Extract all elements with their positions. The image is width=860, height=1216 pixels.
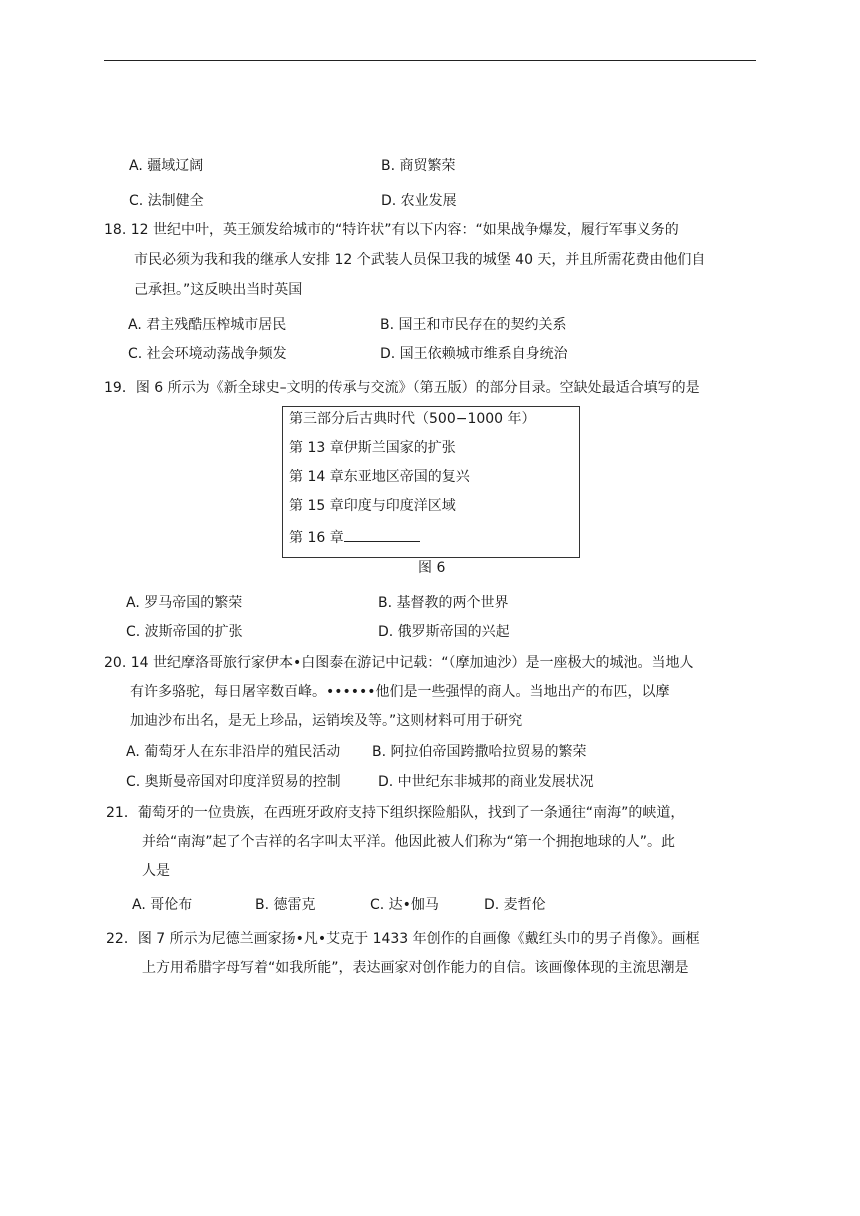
q19-option-c: C. 波斯帝国的扩张 <box>126 624 243 640</box>
q18-stem-line-3: 己承担。”这反映出当时英国 <box>134 282 303 298</box>
q20-option-a: A. 葡萄牙人在东非沿岸的殖民活动 <box>126 744 341 760</box>
q20-option-c: C. 奥斯曼帝国对印度洋贸易的控制 <box>126 774 341 790</box>
q17-option-a: A. 疆域辽阔 <box>129 158 204 174</box>
q18-option-d: D. 国王依赖城市维系自身统治 <box>380 346 568 362</box>
q21-option-a: A. 哥伦布 <box>132 897 193 913</box>
figure-6-table-of-contents <box>282 406 580 558</box>
q22-stem-line-2: 上方用希腊字母写着“如我所能”，表达画家对创作能力的自信。该画像体现的主流思潮是 <box>142 960 689 976</box>
q20-option-d: D. 中世纪东非城邦的商业发展状况 <box>378 774 594 790</box>
q21-stem-line-1: 21．葡萄牙的一位贵族，在西班牙政府支持下组织探险船队，找到了一条通往“南海”的峡道， <box>106 805 685 821</box>
q21-option-d: D. 麦哲伦 <box>484 897 546 913</box>
toc-chapter-13: 第 13 章伊斯兰国家的扩张 <box>289 440 456 456</box>
q17-option-d: D. 农业发展 <box>381 193 457 209</box>
toc-chapter-16-label: 第 16 章 <box>289 530 344 546</box>
toc-part-heading: 第三部分后古典时代（500−1000 年） <box>289 411 536 427</box>
q21-option-b: B. 德雷克 <box>255 897 316 913</box>
q19-option-b: B. 基督教的两个世界 <box>378 595 509 611</box>
q22-stem-line-1: 22．图 7 所示为尼德兰画家扬•凡•艾克于 1433 年创作的自画像《戴红头巾的男子肖像》。画框 <box>106 931 700 947</box>
q19-option-d: D. 俄罗斯帝国的兴起 <box>378 624 510 640</box>
header-rule <box>104 60 756 61</box>
q18-option-c: C. 社会环境动荡战争频发 <box>128 346 287 362</box>
q18-stem-line-2: 市民必须为我和我的继承人安排 12 个武装人员保卫我的城堡 40 天，并且所需花费由他们自 <box>134 252 706 268</box>
q20-stem-line-3: 加迪沙布出名，是无上珍品，运销埃及等。”这则材料可用于研究 <box>130 713 523 729</box>
figure-6-caption: 图 6 <box>418 560 446 576</box>
q20-stem-line-2: 有许多骆驼，每日屠宰数百峰。••••••他们是一些强悍的商人。当地出产的布匹，以摩 <box>130 684 670 700</box>
q21-stem-line-2: 并给“南海”起了个吉祥的名字叫太平洋。他因此被人们称为“第一个拥抱地球的人”。此 <box>142 834 676 850</box>
toc-chapter-15: 第 15 章印度与印度洋区域 <box>289 498 456 514</box>
toc-chapter-16 <box>289 527 420 548</box>
q17-option-c: C. 法制健全 <box>129 193 204 209</box>
q20-option-b: B. 阿拉伯帝国跨撒哈拉贸易的繁荣 <box>372 744 587 760</box>
q20-stem-line-1: 20. 14 世纪摩洛哥旅行家伊本•白图泰在游记中记载：“（摩加迪沙）是一座极大的城池。当地人 <box>104 655 694 671</box>
q17-option-b: B. 商贸繁荣 <box>381 158 456 174</box>
q21-option-c: C. 达•伽马 <box>370 897 439 913</box>
q21-stem-line-3: 人是 <box>142 863 170 879</box>
q18-option-a: A. 君主残酷压榨城市居民 <box>128 317 287 333</box>
q19-stem-line-1: 19．图 6 所示为《新全球史–文明的传承与交流》（第五版）的部分目录。空缺处最适合填写的是 <box>104 380 700 396</box>
q18-option-b: B. 国王和市民存在的契约关系 <box>380 317 567 333</box>
q19-option-a: A. 罗马帝国的繁荣 <box>126 595 243 611</box>
answer-blank <box>344 527 420 542</box>
toc-chapter-14: 第 14 章东亚地区帝国的复兴 <box>289 469 470 485</box>
q18-stem-line-1: 18. 12 世纪中叶，英王颁发给城市的“特许状”有以下内容：“如果战争爆发，履行军事义务的 <box>104 222 679 238</box>
